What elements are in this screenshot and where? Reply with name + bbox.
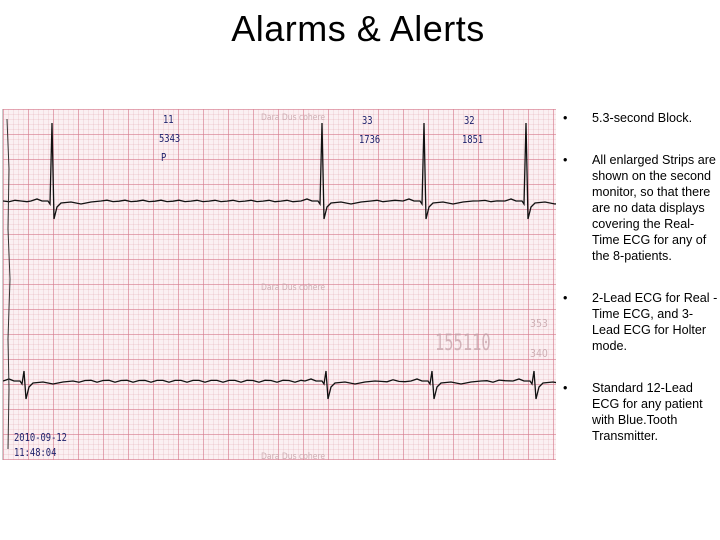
slide-title: Alarms & Alerts: [231, 8, 485, 49]
bullet-item: [563, 152, 720, 264]
bullet-marker: •: [563, 291, 568, 305]
strip-time: 11:48:04: [14, 446, 57, 459]
beat-rate-1: 11: [163, 113, 174, 126]
bullet-marker: •: [563, 153, 568, 167]
beat-value-3: 1851: [462, 133, 484, 146]
ghost-side-2: 340: [530, 347, 548, 360]
ghost-caption-1: Dara Dus cohere: [261, 113, 326, 123]
ecg-trace-edge: [7, 119, 10, 449]
ecg-strip: [2, 109, 556, 460]
bullet-marker: •: [563, 111, 568, 125]
ghost-caption-2: Dara Dus cohere: [261, 283, 326, 293]
bullet-text: Standard 12-Lead ECG for any patient with Blue.Tooth Transmitter.: [592, 381, 703, 443]
beat-rate-3: 32: [464, 114, 475, 127]
bullet-item: [563, 290, 720, 354]
bullet-item: [563, 380, 720, 444]
ghost-side-1: 353: [530, 317, 548, 330]
beat-value-1: 5343: [159, 132, 181, 145]
bullet-item: [563, 110, 720, 126]
beat-value-2: 1736: [359, 133, 381, 146]
beat-marker-1: P: [161, 151, 167, 164]
bullet-list: [563, 110, 720, 444]
bullet-text: 5.3-second Block.: [592, 111, 693, 125]
ghost-caption-3: Dara Dus cohere: [261, 452, 326, 460]
bullet-marker: •: [563, 381, 568, 395]
bullet-text: All enlarged Strips are shown on the second monitor, so that there are no data displays covering the Real-Time ECG for any of the 8-patients.: [592, 153, 716, 263]
bullet-text: 2-Lead ECG for Real -Time ECG, and 3-Lead ECG for Holter mode.: [592, 291, 718, 353]
strip-date: 2010-09-12: [14, 431, 67, 444]
beat-rate-2: 33: [362, 114, 373, 127]
ghost-number: 155110: [435, 331, 491, 356]
ecg-trace-lead-2: [3, 371, 556, 399]
